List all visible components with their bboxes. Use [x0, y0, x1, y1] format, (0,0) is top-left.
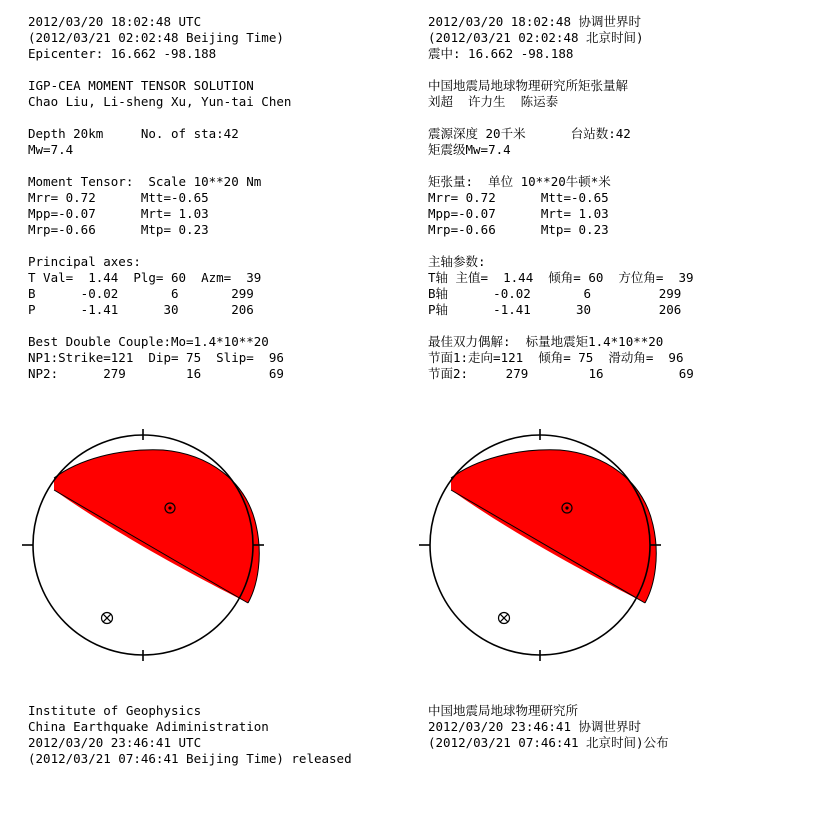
- p-axis-symbol: [102, 613, 113, 624]
- release-time-beijing-zh: (2012/03/21 07:46:41 北京时间)公布: [428, 735, 669, 750]
- administration-line: China Earthquake Adiministration: [28, 719, 269, 734]
- depth-line: Depth 20km No. of sta:42: [28, 126, 239, 141]
- solution-title-zh: [428, 78, 828, 110]
- t-axis-row-zh: T轴 主值= 1.44 倾角= 60 方位角= 39: [428, 270, 694, 285]
- chinese-report: [428, 14, 828, 398]
- beachball-graphic: [22, 429, 264, 661]
- moment-tensor-row: Mrr= 0.72 Mtt=-0.65: [28, 190, 209, 205]
- epicenter: Epicenter: 16.662 -98.188: [28, 46, 217, 61]
- nodal-plane-1-zh: 节面1:走向=121 倾角= 75 滑动角= 96: [428, 350, 684, 365]
- moment-tensor-row-zh: Mrr= 0.72 Mtt=-0.65: [428, 190, 609, 205]
- release-time-utc-zh: 2012/03/20 23:46:41 协调世界时: [428, 719, 642, 734]
- origin-time-utc: 2012/03/20 18:02:48 UTC: [28, 14, 202, 29]
- double-couple-title: Best Double Couple:Mo=1.4*10**20: [28, 334, 269, 349]
- depth-line-zh: 震源深度 20千米 台站数:42: [428, 126, 631, 141]
- double-couple-block-zh: [428, 334, 828, 382]
- nodal-plane-2-zh: 节面2: 279 16 69: [428, 366, 694, 381]
- origin-time-beijing: (2012/03/21 02:02:48 Beijing Time): [28, 30, 284, 45]
- moment-tensor-row-zh: Mrp=-0.66 Mtp= 0.23: [428, 222, 609, 237]
- compressional-quadrant-zh: [451, 450, 656, 603]
- moment-tensor-row: Mrp=-0.66 Mtp= 0.23: [28, 222, 209, 237]
- b-axis-row: B -0.02 6 299: [28, 286, 254, 301]
- p-axis-row-zh: P轴 -1.41 30 206: [428, 302, 682, 317]
- release-footer: [28, 703, 428, 767]
- depth-block: [28, 126, 428, 158]
- t-axis-row: T Val= 1.44 Plg= 60 Azm= 39: [28, 270, 262, 285]
- origin-time-utc-zh: 2012/03/20 18:02:48 协调世界时: [428, 14, 642, 29]
- moment-tensor-row-zh: Mpp=-0.07 Mrt= 1.03: [428, 206, 609, 221]
- release-footer-zh: [428, 703, 828, 751]
- depth-block-zh: [428, 126, 828, 158]
- epicenter-zh: 震中: 16.662 -98.188: [428, 46, 574, 61]
- beachball-diagram-zh: [415, 420, 665, 670]
- compressional-quadrant: [54, 450, 259, 603]
- principal-axes-block: [28, 254, 428, 318]
- p-axis-row: P -1.41 30 206: [28, 302, 254, 317]
- event-header-zh: [428, 14, 828, 62]
- release-time-beijing: (2012/03/21 07:46:41 Beijing Time) released: [28, 751, 352, 766]
- institute-line: Institute of Geophysics: [28, 703, 202, 718]
- institute-line-zh: 中国地震局地球物理研究所: [428, 703, 579, 718]
- authors-line-zh: 刘超 许力生 陈运泰: [428, 94, 559, 109]
- moment-tensor-block-zh: [428, 174, 828, 238]
- release-time-utc: 2012/03/20 23:46:41 UTC: [28, 735, 202, 750]
- nodal-plane-2: NP2: 279 16 69: [28, 366, 284, 381]
- double-couple-title-zh: 最佳双力偶解: 标量地震矩1.4*10**20: [428, 334, 664, 349]
- double-couple-block: [28, 334, 428, 382]
- beachball-diagram: [18, 420, 268, 670]
- beachball-graphic-zh: [419, 429, 661, 661]
- title-line-zh: 中国地震局地球物理研究所矩张量解: [428, 78, 629, 93]
- solution-title: [28, 78, 428, 110]
- principal-axes-block-zh: [428, 254, 828, 318]
- english-report: [28, 14, 428, 398]
- principal-axes-title-zh: 主轴参数:: [428, 254, 486, 269]
- magnitude-line: Mw=7.4: [28, 142, 74, 157]
- moment-tensor-title-zh: 矩张量: 单位 10**20牛顿*米: [428, 174, 611, 189]
- title-line: IGP-CEA MOMENT TENSOR SOLUTION: [28, 78, 254, 93]
- origin-time-beijing-zh: (2012/03/21 02:02:48 北京时间): [428, 30, 644, 45]
- moment-tensor-row: Mpp=-0.07 Mrt= 1.03: [28, 206, 209, 221]
- moment-tensor-title: Moment Tensor: Scale 10**20 Nm: [28, 174, 262, 189]
- nodal-plane-1: NP1:Strike=121 Dip= 75 Slip= 96: [28, 350, 284, 365]
- moment-tensor-block: [28, 174, 428, 238]
- b-axis-row-zh: B轴 -0.02 6 299: [428, 286, 682, 301]
- p-axis-symbol-zh: [499, 613, 510, 624]
- authors-line: Chao Liu, Li-sheng Xu, Yun-tai Chen: [28, 94, 292, 109]
- event-header: [28, 14, 428, 62]
- principal-axes-title: Principal axes:: [28, 254, 141, 269]
- magnitude-line-zh: 矩震级Mw=7.4: [428, 142, 511, 157]
